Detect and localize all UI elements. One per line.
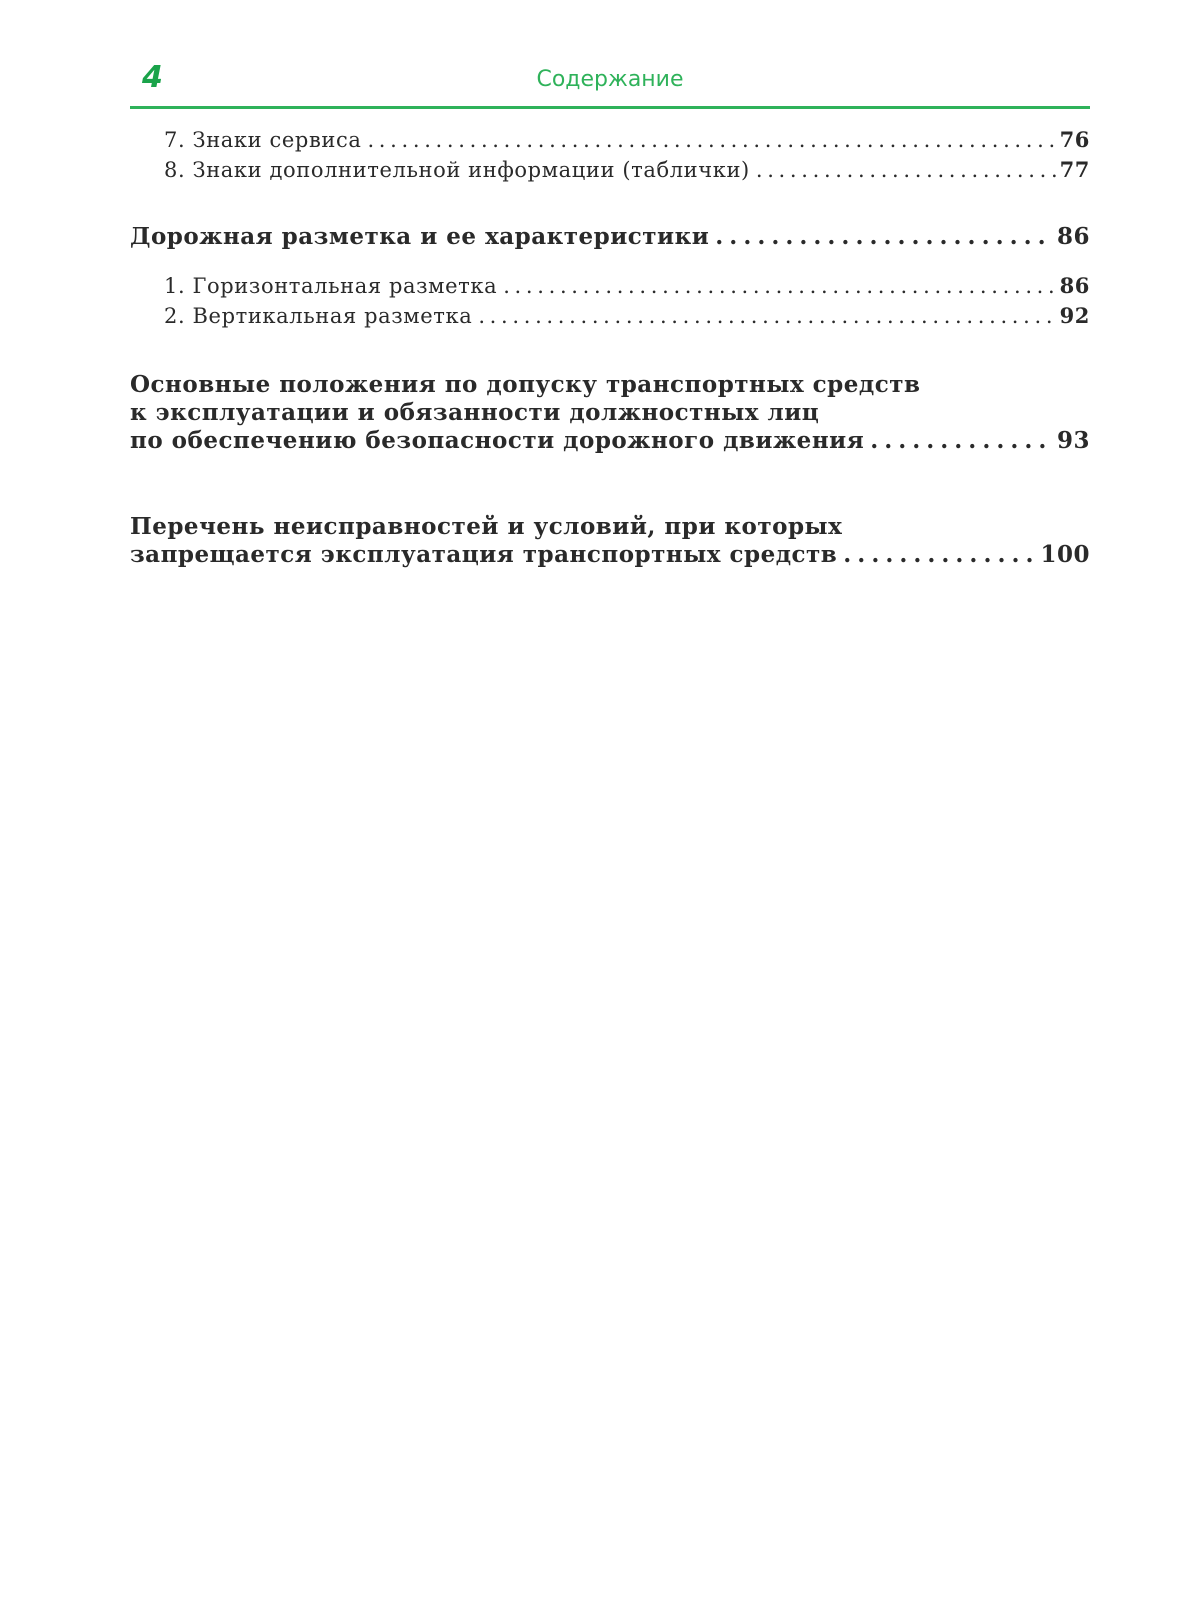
toc-section[interactable] [130,513,1090,569]
toc-entry[interactable] [130,125,1090,155]
toc-entry-page: 77 [1059,157,1090,182]
toc-entry-page: 76 [1059,127,1090,152]
toc-section[interactable] [130,223,1090,251]
dot-leader [367,126,1055,155]
toc-section-title-line: Основные положения по допуску транспортных средств [130,371,921,398]
toc-section[interactable] [130,371,1090,455]
toc-entry[interactable] [130,301,1090,331]
toc-section-page: 93 [1056,427,1090,454]
toc-section-title-line: запрещается эксплуатация транспортных средств [130,541,838,568]
toc-section-title: Дорожная разметка и ее характеристики [130,223,710,250]
toc-entry-title: 1. Горизонтальная разметка [164,274,498,298]
table-of-contents [130,125,1090,569]
toc-section-title-line: к эксплуатации и обязанности должностных лиц [130,399,820,426]
dot-leader [756,156,1056,185]
toc-section-page: 86 [1056,223,1090,250]
toc-entry-title: 2. Вертикальная разметка [164,304,473,328]
toc-section-title-line: по обеспечению безопасности дорожного движения [130,427,865,454]
dot-leader [870,427,1053,455]
toc-entry-title: 8. Знаки дополнительной информации (таблички) [164,158,750,182]
toc-entry-page: 86 [1059,273,1090,298]
toc-section-page: 100 [1040,541,1090,568]
dot-leader [843,541,1036,569]
dot-leader [478,302,1055,331]
dot-leader [503,272,1055,301]
toc-entry[interactable] [130,271,1090,301]
toc-entry-title: 7. Знаки сервиса [164,128,362,152]
toc-entry[interactable] [130,155,1090,185]
header-divider [130,106,1090,109]
toc-section-title-line: Перечень неисправностей и условий, при которых [130,513,843,540]
page-number: 4 [142,60,163,95]
page-header [130,58,1090,110]
dot-leader [715,223,1053,251]
running-title: Содержание [536,67,684,92]
toc-entry-page: 92 [1059,303,1090,328]
